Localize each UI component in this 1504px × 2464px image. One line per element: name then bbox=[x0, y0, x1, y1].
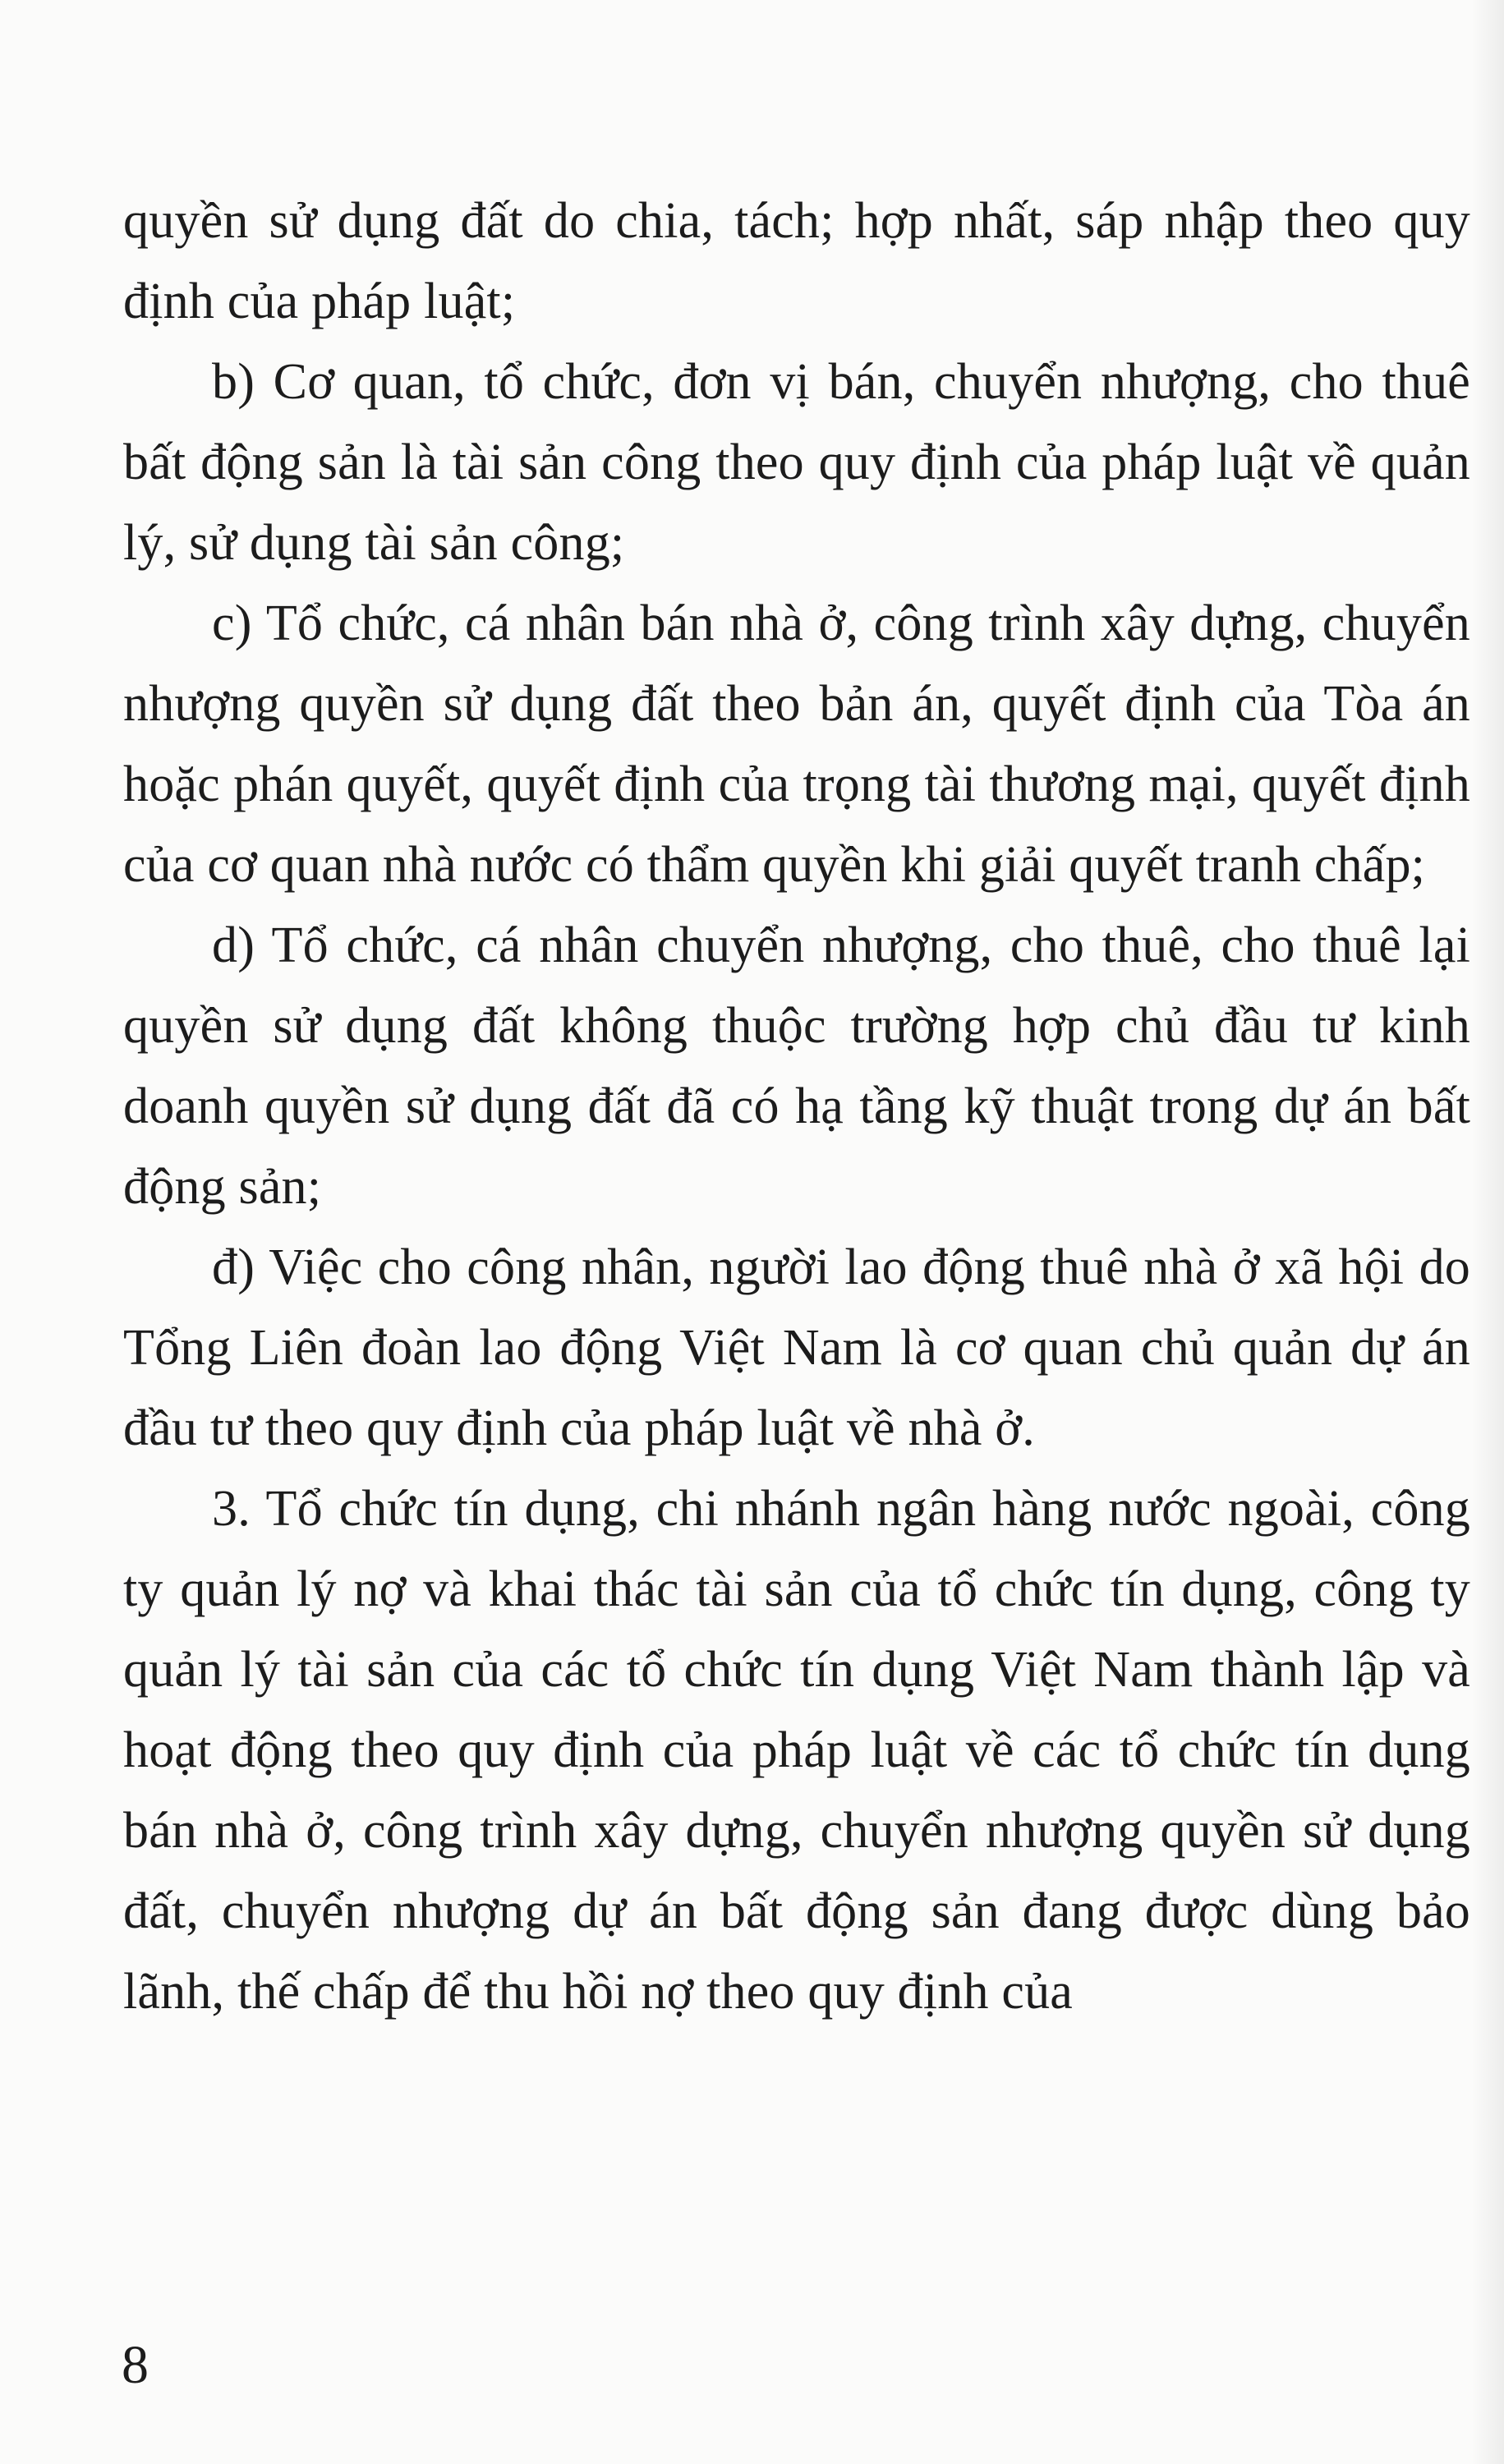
paragraph-continuation: quyền sử dụng đất do chia, tách; hợp nhất, sáp nhập theo quy định của pháp luật; bbox=[123, 193, 1470, 329]
paragraph-clause-3: 3. Tổ chức tín dụng, chi nhánh ngân hàng nước ngoài, công ty quản lý nợ và khai thác tài sản của tổ chức tín dụng, công ty quản lý tài sản của các tổ chức tín dụng Việt Nam thành lập và hoạt động theo quy định của pháp luật về các tổ chức tín dụng bán nhà ở, công trình xây dựng, chuyển nhượng quyền sử dụng đất, chuyển nhượng dự án bất động sản đang được dùng bảo lãnh, thế chấp để thu hồi nợ theo quy định của bbox=[123, 1481, 1470, 2020]
paragraph-item-b: b) Cơ quan, tổ chức, đơn vị bán, chuyển nhượng, cho thuê bất động sản là tài sản công theo quy định của pháp luật về quản lý, sử dụng tài sản công; bbox=[123, 354, 1470, 571]
paragraph-item-c: c) Tổ chức, cá nhân bán nhà ở, công trình xây dựng, chuyển nhượng quyền sử dụng đất theo bản án, quyết định của Tòa án hoặc phán quyết, quyết định của trọng tài thương mại, quyết định của cơ quan nhà nước có thẩm quyền khi giải quyết tranh chấp; bbox=[123, 595, 1470, 893]
paragraph-item-dd: đ) Việc cho công nhân, người lao động thuê nhà ở xã hội do Tổng Liên đoàn lao động Việt Nam là cơ quan chủ quản dự án đầu tư theo quy định của pháp luật về nhà ở. bbox=[123, 1239, 1470, 1456]
body-text bbox=[123, 181, 1470, 2032]
page-edge-shadow bbox=[1471, 0, 1504, 2464]
paragraph-item-d: d) Tổ chức, cá nhân chuyển nhượng, cho thuê, cho thuê lại quyền sử dụng đất không thuộc trường hợp chủ đầu tư kinh doanh quyền sử dụng đất đã có hạ tầng kỹ thuật trong dự án bất động sản; bbox=[123, 917, 1470, 1215]
page-number: 8 bbox=[122, 2335, 149, 2395]
